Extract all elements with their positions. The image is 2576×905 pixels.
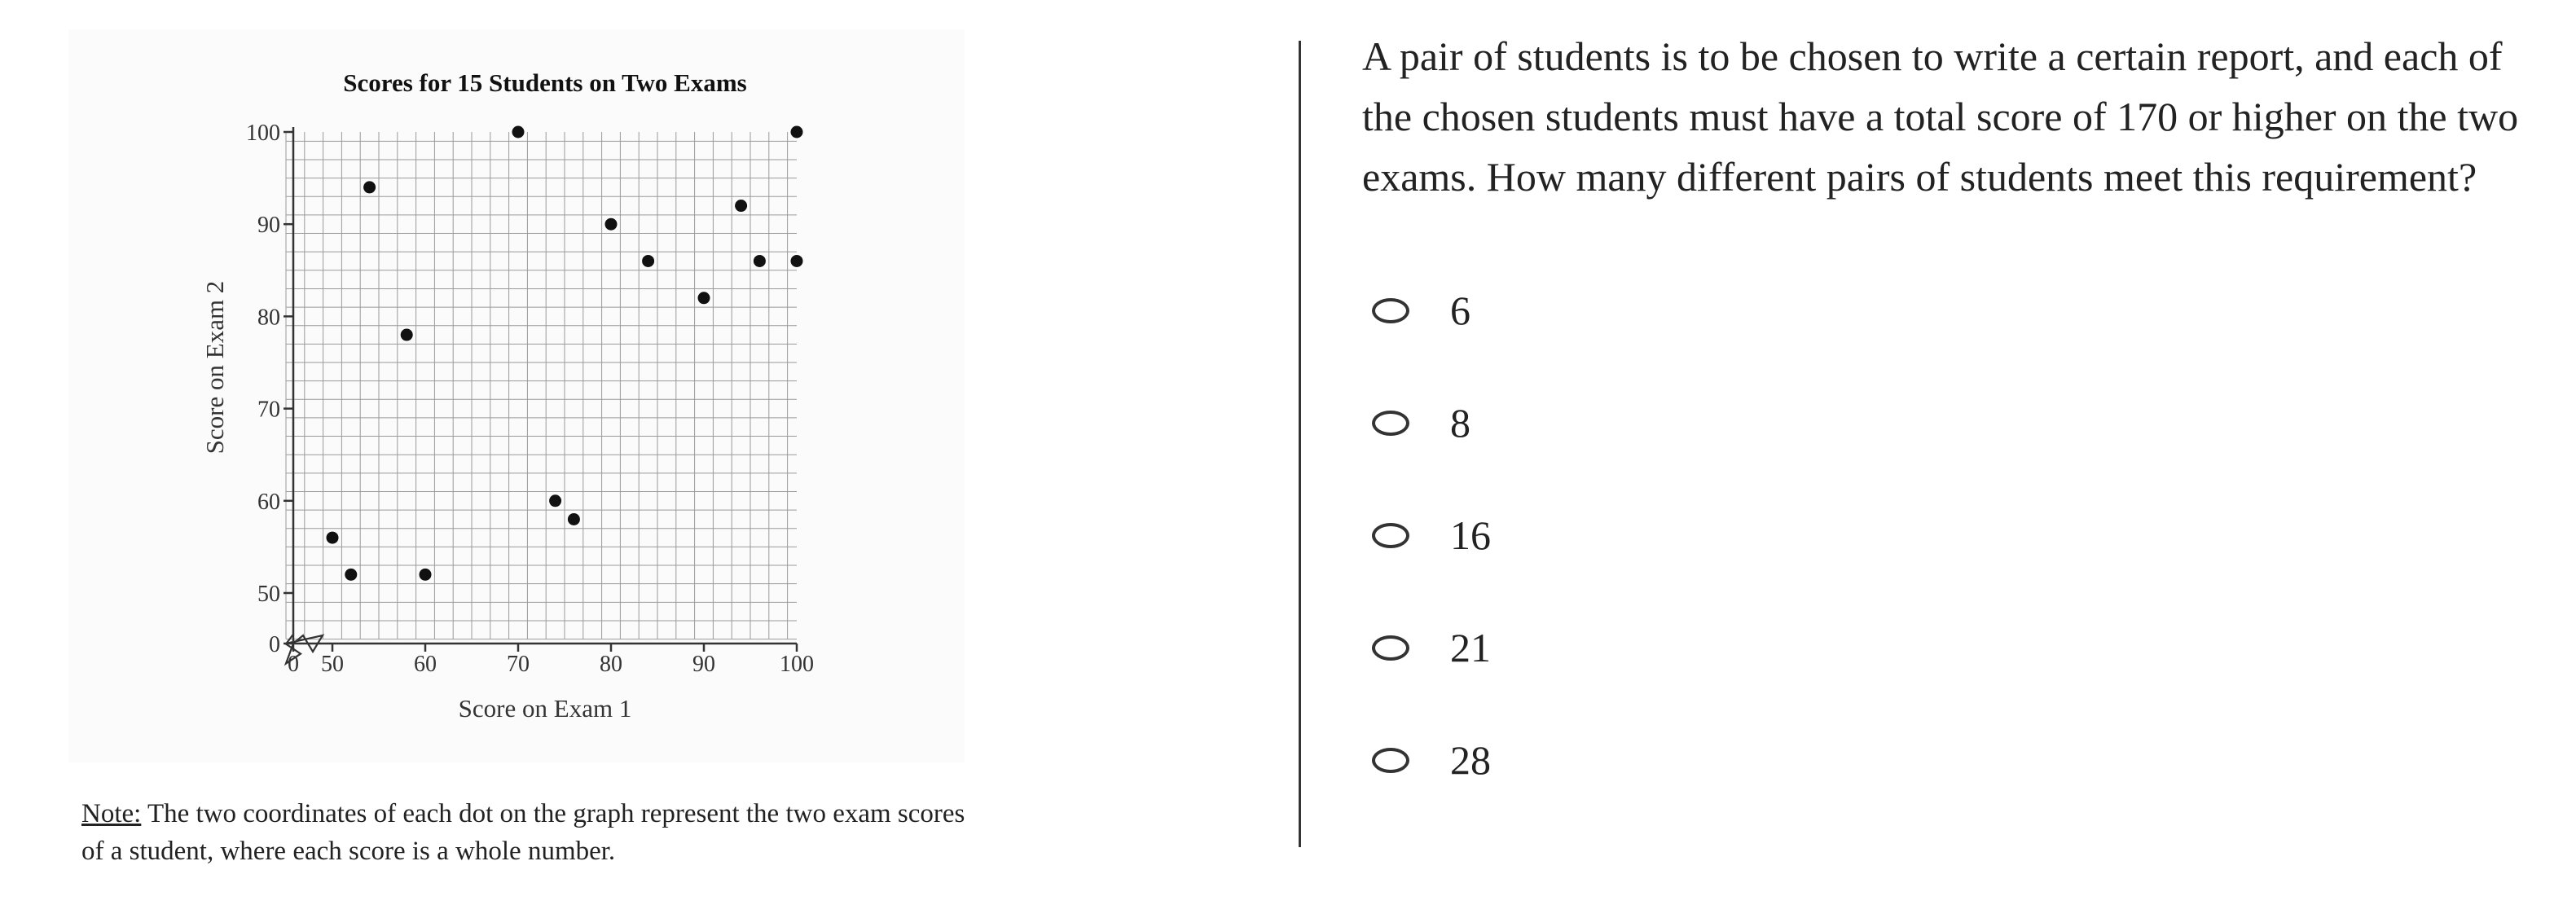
data-point xyxy=(327,532,339,544)
answer-option-5[interactable] xyxy=(1362,704,2535,816)
y-tick-label: 0 xyxy=(269,632,280,657)
answer-option-label: 21 xyxy=(1450,625,1491,670)
panel-divider xyxy=(1299,41,1301,847)
chart-title: Scores for 15 Students on Two Exams xyxy=(343,68,747,97)
answer-option-label: 16 xyxy=(1450,512,1491,558)
data-point xyxy=(420,569,432,581)
radio-button-icon[interactable] xyxy=(1372,635,1409,661)
answer-option-4[interactable] xyxy=(1362,591,2535,704)
x-tick-label: 60 xyxy=(414,652,437,677)
y-tick-label: 60 xyxy=(257,489,280,515)
y-tick-label: 50 xyxy=(257,582,280,607)
answer-option-3[interactable] xyxy=(1362,479,2535,591)
x-tick-label: 90 xyxy=(692,652,715,677)
y-tick-label: 80 xyxy=(257,305,280,331)
question-text: A pair of students is to be chosen to write a certain report, and each of the chosen students must have a total score of 170 or higher on the two exams. How many different pairs of students meet this requirement? xyxy=(1362,33,2519,200)
note-label: Note: xyxy=(81,799,142,828)
data-point xyxy=(791,126,803,138)
scatter-chart xyxy=(68,29,965,762)
radio-button-icon[interactable] xyxy=(1372,523,1409,548)
data-point xyxy=(791,255,803,267)
y-tick-label: 100 xyxy=(246,121,280,146)
answer-option-1[interactable] xyxy=(1362,254,2535,367)
radio-button-icon[interactable] xyxy=(1372,411,1409,436)
data-point xyxy=(549,494,561,507)
answer-options xyxy=(1362,254,2535,816)
scatter-chart-svg xyxy=(68,29,965,762)
data-point xyxy=(401,329,413,341)
x-tick-label: 50 xyxy=(321,652,344,677)
x-tick-label: 100 xyxy=(780,652,814,677)
x-tick-label: 0 xyxy=(288,652,299,677)
radio-button-icon[interactable] xyxy=(1372,298,1409,323)
data-point xyxy=(568,513,580,525)
chart-note xyxy=(81,795,978,870)
data-point xyxy=(363,181,376,193)
answer-option-label: 6 xyxy=(1450,288,1470,333)
data-point xyxy=(642,255,654,267)
figure-panel xyxy=(68,29,965,876)
data-point xyxy=(698,292,710,304)
answer-option-label: 28 xyxy=(1450,737,1491,783)
data-point xyxy=(605,218,618,231)
answer-option-label: 8 xyxy=(1450,400,1470,446)
data-point xyxy=(512,126,525,138)
question-panel xyxy=(1362,26,2535,816)
x-axis-title: Score on Exam 1 xyxy=(458,694,632,723)
y-axis-title: Score on Exam 2 xyxy=(200,280,229,455)
x-tick-label: 70 xyxy=(507,652,530,677)
y-tick-label: 90 xyxy=(257,213,280,239)
x-tick-label: 80 xyxy=(600,652,622,677)
y-tick-label: 70 xyxy=(257,397,280,423)
note-text: The two coordinates of each dot on the graph represent the two exam scores of a student, where each score is a whole number. xyxy=(81,799,965,866)
radio-button-icon[interactable] xyxy=(1372,748,1409,773)
data-point xyxy=(345,569,357,581)
data-point xyxy=(754,255,766,267)
answer-option-2[interactable] xyxy=(1362,367,2535,479)
data-point xyxy=(735,200,747,212)
